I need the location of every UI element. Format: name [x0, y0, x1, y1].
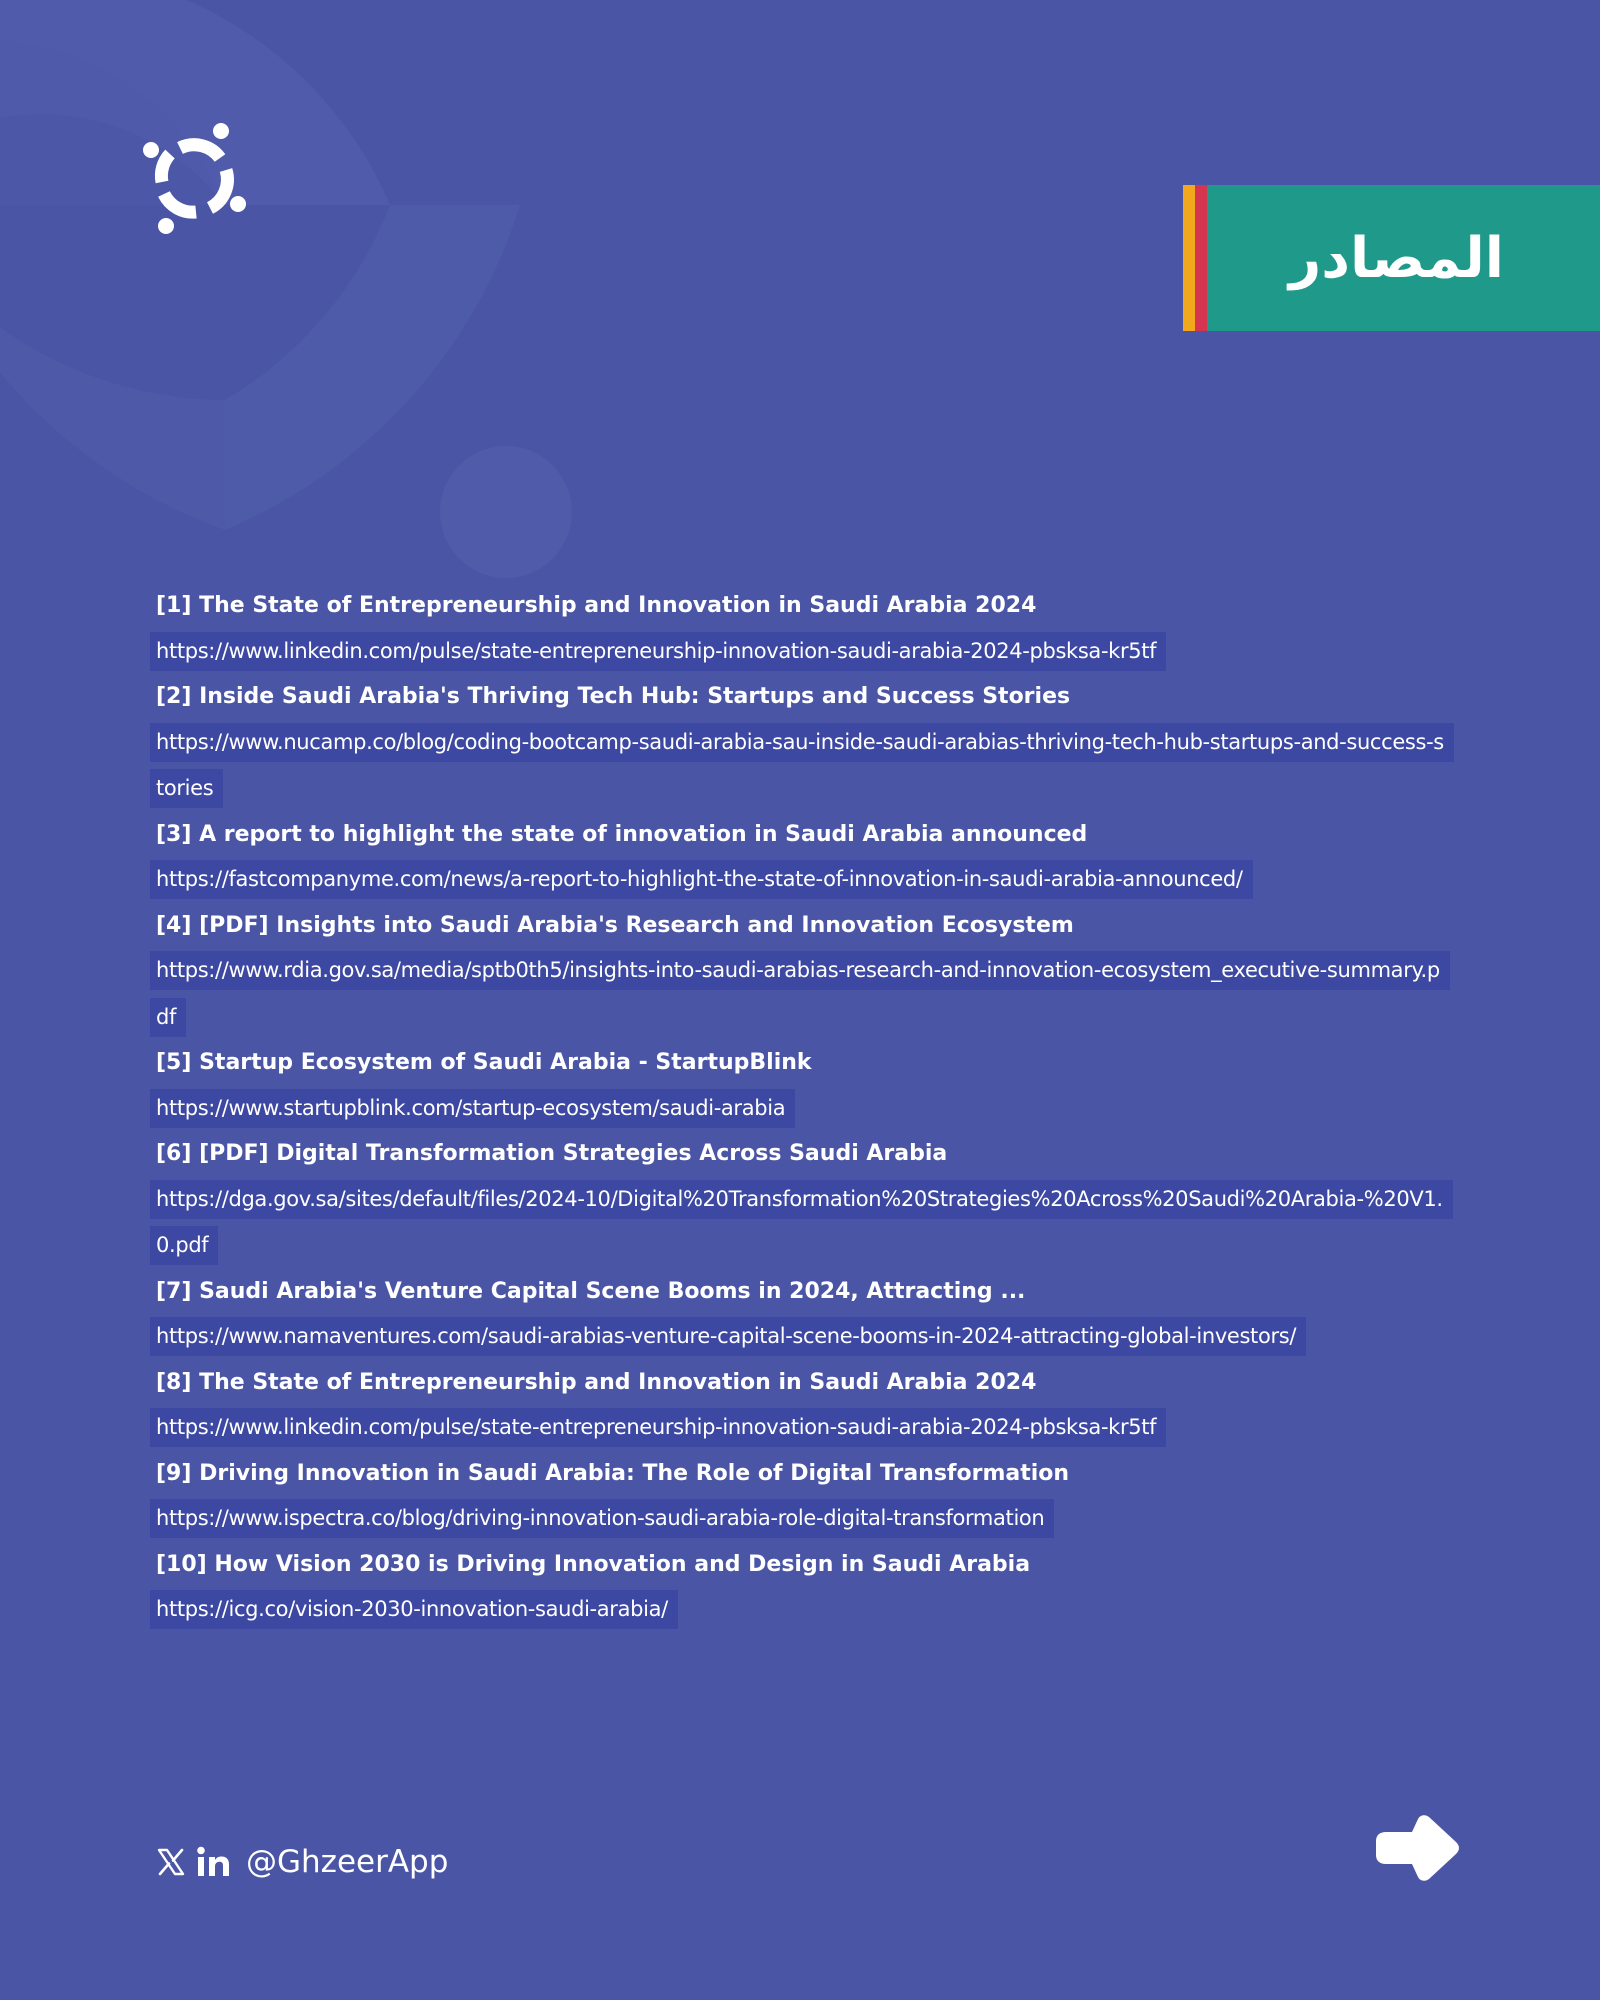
- reference-url[interactable]: https://www.linkedin.com/pulse/state-entrepreneurship-innovation-saudi-arabia-2024-pbsksa-kr5tf: [150, 632, 1166, 671]
- reference-url[interactable]: https://www.ispectra.co/blog/driving-innovation-saudi-arabia-role-digital-transformation: [150, 1499, 1054, 1538]
- reference-item: [150, 1132, 1450, 1270]
- social-handle[interactable]: @GhzeerApp: [246, 1844, 449, 1880]
- reference-title: [10] How Vision 2030 is Driving Innovation and Design in Saudi Arabia: [156, 1551, 1031, 1577]
- reference-url[interactable]: https://dga.gov.sa/sites/default/files/2024-10/Digital%20Transformation%20Strategies%20Across%20Saudi%20Arabia-%20V1.0.pdf: [150, 1180, 1453, 1266]
- x-icon[interactable]: [156, 1847, 186, 1877]
- reference-url[interactable]: https://www.namaventures.com/saudi-arabias-venture-capital-scene-booms-in-2024-attracting-global-investors/: [150, 1317, 1306, 1356]
- reference-title: [2] Inside Saudi Arabia's Thriving Tech Hub: Startups and Success Stories: [156, 684, 1071, 709]
- reference-item: [150, 1270, 1450, 1361]
- reference-item: [150, 1543, 1450, 1634]
- reference-url[interactable]: https://www.linkedin.com/pulse/state-entrepreneurship-innovation-saudi-arabia-2024-pbsksa-kr5tf: [150, 1408, 1166, 1447]
- reference-title: [9] Driving Innovation in Saudi Arabia: The Role of Digital Transformation: [156, 1460, 1070, 1486]
- banner-stripe-yellow: [1183, 185, 1195, 331]
- title-banner-body: [1207, 185, 1600, 331]
- reference-title: [4] [PDF] Insights into Saudi Arabia's Research and Innovation Ecosystem: [156, 912, 1074, 938]
- reference-item: [150, 1361, 1450, 1452]
- reference-item: [150, 675, 1450, 813]
- reference-item: [150, 904, 1450, 1042]
- reference-title: [8] The State of Entrepreneurship and Innovation in Saudi Arabia 2024: [156, 1369, 1037, 1395]
- next-arrow-icon[interactable]: [1372, 1813, 1460, 1883]
- reference-item: [150, 813, 1450, 904]
- title-banner: [1183, 185, 1600, 331]
- reference-title: [1] The State of Entrepreneurship and Innovation in Saudi Arabia 2024: [156, 593, 1037, 618]
- ghzeer-logo-icon: [140, 120, 250, 235]
- references-list: [150, 584, 1450, 1634]
- reference-title: [7] Saudi Arabia's Venture Capital Scene Booms in 2024, Attracting ...: [156, 1278, 1026, 1304]
- reference-title: [6] [PDF] Digital Transformation Strategies Across Saudi Arabia: [156, 1141, 948, 1166]
- reference-url[interactable]: https://fastcompanyme.com/news/a-report-to-highlight-the-state-of-innovation-in-saudi-arabia-announced/: [150, 860, 1253, 899]
- reference-url[interactable]: https://www.nucamp.co/blog/coding-bootcamp-saudi-arabia-sau-inside-saudi-arabias-thriving-tech-hub-startups-and-success-stories: [150, 723, 1454, 809]
- reference-title: [5] Startup Ecosystem of Saudi Arabia - StartupBlink: [156, 1050, 812, 1075]
- reference-url[interactable]: https://icg.co/vision-2030-innovation-saudi-arabia/: [150, 1590, 678, 1629]
- social-footer: [156, 1840, 448, 1884]
- reference-item: [150, 1041, 1450, 1132]
- reference-url[interactable]: https://www.startupblink.com/startup-ecosystem/saudi-arabia: [150, 1089, 795, 1128]
- linkedin-icon[interactable]: [196, 1846, 232, 1878]
- page-title: المصادر: [1289, 225, 1504, 291]
- reference-item: [150, 1452, 1450, 1543]
- banner-stripe-red: [1195, 185, 1207, 331]
- reference-item: [150, 584, 1450, 675]
- reference-title: [3] A report to highlight the state of innovation in Saudi Arabia announced: [156, 821, 1088, 847]
- reference-url[interactable]: https://www.rdia.gov.sa/media/sptb0th5/insights-into-saudi-arabias-research-and-innovation-ecosystem_executive-summary.pdf: [150, 951, 1450, 1037]
